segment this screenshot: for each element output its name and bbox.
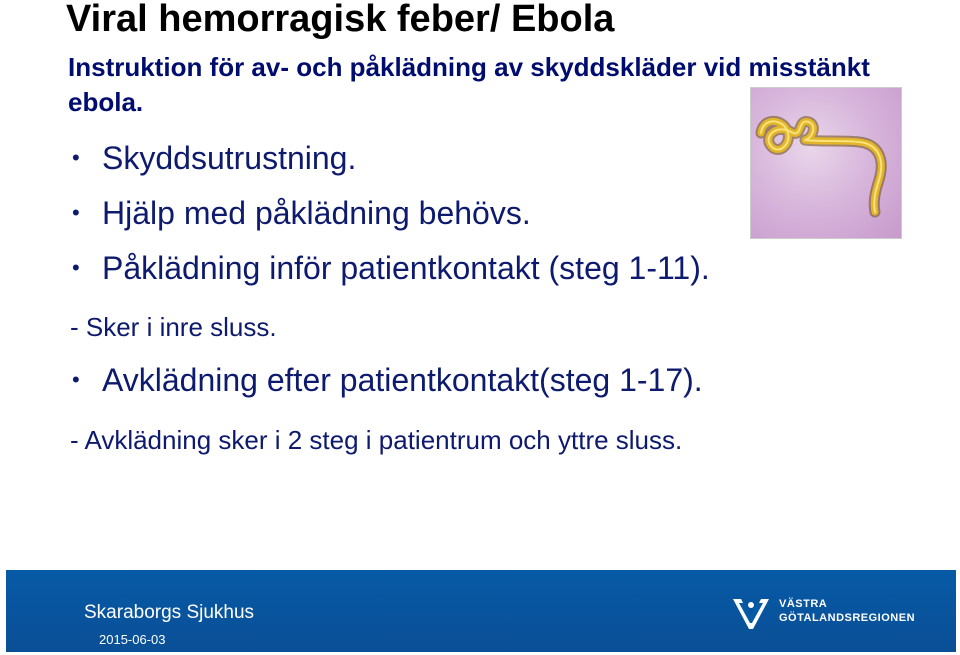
bullet-text: Hjälp med påklädning behövs. — [102, 195, 531, 231]
bullet-text: Skyddsutrustning. — [102, 140, 357, 176]
footer-hospital-name: Skaraborgs Sjukhus — [84, 602, 255, 623]
bullet-dot: • — [72, 145, 80, 170]
slide-title: Viral hemorragisk feber/ Ebola — [66, 0, 615, 40]
bullet-item — [72, 250, 710, 287]
bullet-text: Påklädning inför patientkontakt (steg 1-11). — [102, 250, 710, 286]
bullet-dot: • — [72, 255, 80, 280]
bullet-item — [72, 195, 531, 232]
slide-subtitle: Instruktion för av- och påklädning av skyddskläder vid misstänkt ebola. — [68, 52, 870, 117]
vgr-logo-line1: VÄSTRA — [779, 598, 828, 610]
bullet-item — [72, 362, 703, 399]
ebola-virus-image — [750, 87, 902, 239]
bullet-text: Avklädning efter patientkontakt(steg 1-17). — [102, 362, 703, 398]
bullet-dot: • — [72, 367, 80, 392]
vgr-logo-icon — [731, 595, 771, 631]
footer-bar — [6, 570, 956, 652]
footer-date: 2015-06-03 — [99, 632, 166, 647]
dash-item: - Sker i inre sluss. — [70, 312, 277, 342]
vgr-logo — [731, 595, 931, 631]
vgr-logo-line2: GÖTALANDSREGIONEN — [779, 612, 916, 624]
bullet-item — [72, 140, 356, 177]
dash-item: - Avklädning sker i 2 steg i patientrum och yttre sluss. — [70, 425, 683, 455]
virus-illustration — [751, 88, 901, 238]
bullet-dot: • — [72, 200, 80, 225]
